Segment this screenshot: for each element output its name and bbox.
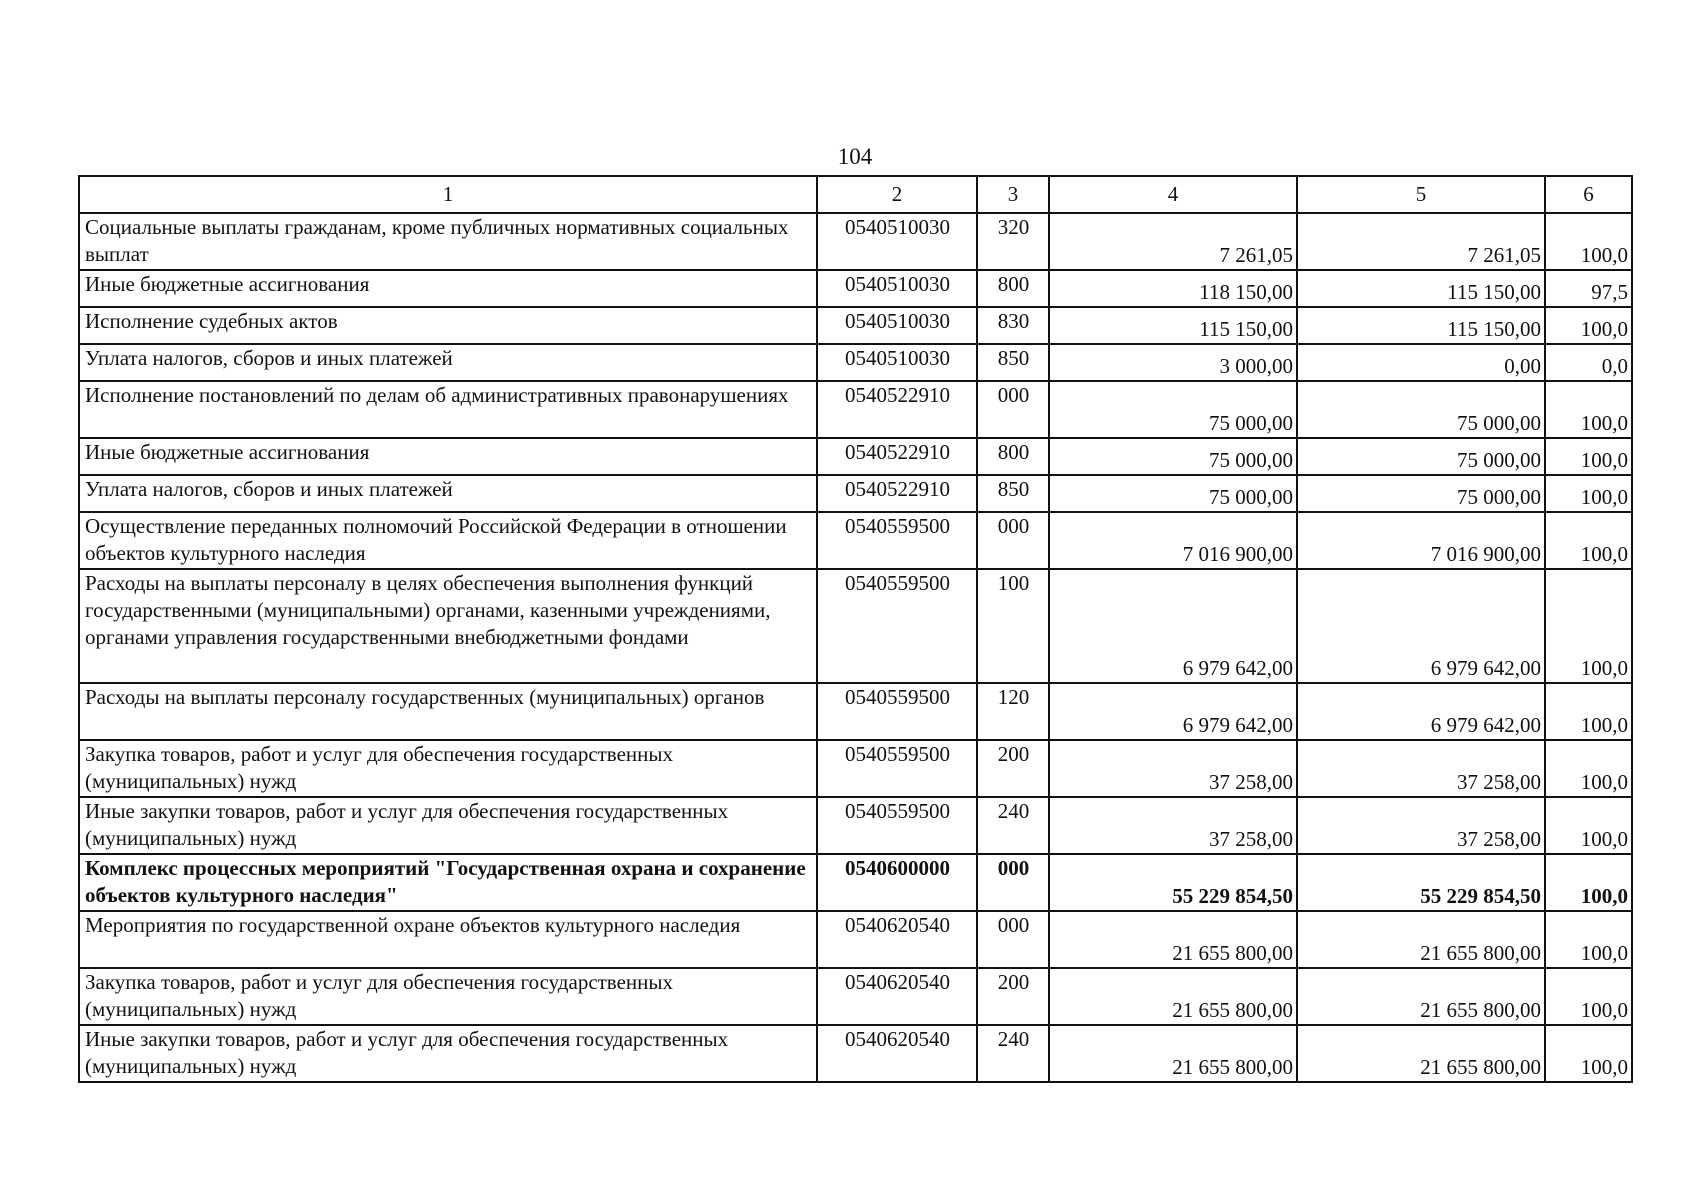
percent-cell: 100,0 <box>1545 438 1632 475</box>
percent-cell: 100,0 <box>1545 854 1632 911</box>
actual-amount-cell: 6 979 642,00 <box>1297 683 1545 740</box>
target-code-cell: 0540510030 <box>817 344 977 381</box>
actual-amount-cell: 21 655 800,00 <box>1297 911 1545 968</box>
target-code-cell: 0540510030 <box>817 213 977 270</box>
expense-type-cell: 850 <box>977 475 1049 512</box>
row-name-cell: Иные закупки товаров, работ и услуг для обеспечения государственных (муниципальных) нужд <box>79 797 817 854</box>
table-row <box>79 683 1632 740</box>
table-row <box>79 797 1632 854</box>
expense-type-cell: 240 <box>977 797 1049 854</box>
target-code-cell: 0540620540 <box>817 1025 977 1082</box>
column-header: 2 <box>817 176 977 213</box>
target-code-cell: 0540620540 <box>817 968 977 1025</box>
percent-cell: 100,0 <box>1545 797 1632 854</box>
expense-type-cell: 200 <box>977 740 1049 797</box>
row-name-cell: Мероприятия по государственной охране объектов культурного наследия <box>79 911 817 968</box>
actual-amount-cell: 37 258,00 <box>1297 797 1545 854</box>
planned-amount-cell: 21 655 800,00 <box>1049 911 1297 968</box>
page-number: 104 <box>837 144 873 169</box>
percent-cell: 100,0 <box>1545 740 1632 797</box>
expense-type-cell: 320 <box>977 213 1049 270</box>
target-code-cell: 0540559500 <box>817 512 977 569</box>
planned-amount-cell: 6 979 642,00 <box>1049 569 1297 683</box>
expense-type-cell: 000 <box>977 381 1049 438</box>
planned-amount-cell: 3 000,00 <box>1049 344 1297 381</box>
row-name-cell: Расходы на выплаты персоналу государственных (муниципальных) органов <box>79 683 817 740</box>
planned-amount-cell: 118 150,00 <box>1049 270 1297 307</box>
percent-cell: 100,0 <box>1545 911 1632 968</box>
expense-type-cell: 000 <box>977 512 1049 569</box>
expense-type-cell: 850 <box>977 344 1049 381</box>
expense-type-cell: 120 <box>977 683 1049 740</box>
expense-type-cell: 200 <box>977 968 1049 1025</box>
column-header: 3 <box>977 176 1049 213</box>
target-code-cell: 0540559500 <box>817 740 977 797</box>
planned-amount-cell: 37 258,00 <box>1049 797 1297 854</box>
column-header: 4 <box>1049 176 1297 213</box>
actual-amount-cell: 75 000,00 <box>1297 438 1545 475</box>
table-row <box>79 438 1632 475</box>
percent-cell: 97,5 <box>1545 270 1632 307</box>
actual-amount-cell: 0,00 <box>1297 344 1545 381</box>
row-name-cell: Иные бюджетные ассигнования <box>79 438 817 475</box>
row-name-cell: Уплата налогов, сборов и иных платежей <box>79 475 817 512</box>
column-header: 6 <box>1545 176 1632 213</box>
planned-amount-cell: 7 261,05 <box>1049 213 1297 270</box>
target-code-cell: 0540559500 <box>817 569 977 683</box>
table-row <box>79 854 1632 911</box>
table-row <box>79 213 1632 270</box>
table-row <box>79 475 1632 512</box>
actual-amount-cell: 115 150,00 <box>1297 307 1545 344</box>
planned-amount-cell: 21 655 800,00 <box>1049 968 1297 1025</box>
actual-amount-cell: 7 016 900,00 <box>1297 512 1545 569</box>
target-code-cell: 0540620540 <box>817 911 977 968</box>
table-row <box>79 344 1632 381</box>
actual-amount-cell: 75 000,00 <box>1297 381 1545 438</box>
table-row <box>79 968 1632 1025</box>
row-name-cell: Исполнение судебных актов <box>79 307 817 344</box>
expense-type-cell: 800 <box>977 270 1049 307</box>
target-code-cell: 0540510030 <box>817 270 977 307</box>
actual-amount-cell: 37 258,00 <box>1297 740 1545 797</box>
target-code-cell: 0540600000 <box>817 854 977 911</box>
percent-cell: 100,0 <box>1545 1025 1632 1082</box>
table-row <box>79 270 1632 307</box>
row-name-cell: Исполнение постановлений по делам об административных правонарушениях <box>79 381 817 438</box>
planned-amount-cell: 37 258,00 <box>1049 740 1297 797</box>
row-name-cell: Уплата налогов, сборов и иных платежей <box>79 344 817 381</box>
column-number-row <box>79 176 1632 213</box>
budget-table <box>78 175 1633 1083</box>
target-code-cell: 0540559500 <box>817 797 977 854</box>
target-code-cell: 0540522910 <box>817 475 977 512</box>
planned-amount-cell: 75 000,00 <box>1049 475 1297 512</box>
row-name-cell: Социальные выплаты гражданам, кроме публичных нормативных социальных выплат <box>79 213 817 270</box>
table-row <box>79 1025 1632 1082</box>
target-code-cell: 0540559500 <box>817 683 977 740</box>
planned-amount-cell: 75 000,00 <box>1049 381 1297 438</box>
table-row <box>79 569 1632 683</box>
planned-amount-cell: 55 229 854,50 <box>1049 854 1297 911</box>
percent-cell: 100,0 <box>1545 475 1632 512</box>
expense-type-cell: 000 <box>977 911 1049 968</box>
actual-amount-cell: 7 261,05 <box>1297 213 1545 270</box>
row-name-cell: Расходы на выплаты персоналу в целях обеспечения выполнения функций государственными (муниципальными) органами, казенными учреждениями, органами управления государственными внебюджетными фондами <box>79 569 817 683</box>
column-header: 5 <box>1297 176 1545 213</box>
planned-amount-cell: 75 000,00 <box>1049 438 1297 475</box>
expense-type-cell: 240 <box>977 1025 1049 1082</box>
planned-amount-cell: 115 150,00 <box>1049 307 1297 344</box>
actual-amount-cell: 6 979 642,00 <box>1297 569 1545 683</box>
row-name-cell: Осуществление переданных полномочий Российской Федерации в отношении объектов культурного наследия <box>79 512 817 569</box>
percent-cell: 100,0 <box>1545 512 1632 569</box>
planned-amount-cell: 7 016 900,00 <box>1049 512 1297 569</box>
planned-amount-cell: 21 655 800,00 <box>1049 1025 1297 1082</box>
row-name-cell: Закупка товаров, работ и услуг для обеспечения государственных (муниципальных) нужд <box>79 968 817 1025</box>
expense-type-cell: 830 <box>977 307 1049 344</box>
row-name-cell: Закупка товаров, работ и услуг для обеспечения государственных (муниципальных) нужд <box>79 740 817 797</box>
table-row <box>79 740 1632 797</box>
expense-type-cell: 100 <box>977 569 1049 683</box>
column-header: 1 <box>79 176 817 213</box>
percent-cell: 100,0 <box>1545 307 1632 344</box>
percent-cell: 0,0 <box>1545 344 1632 381</box>
percent-cell: 100,0 <box>1545 213 1632 270</box>
table-row <box>79 911 1632 968</box>
target-code-cell: 0540510030 <box>817 307 977 344</box>
percent-cell: 100,0 <box>1545 683 1632 740</box>
table-row <box>79 512 1632 569</box>
actual-amount-cell: 21 655 800,00 <box>1297 968 1545 1025</box>
percent-cell: 100,0 <box>1545 381 1632 438</box>
expense-type-cell: 000 <box>977 854 1049 911</box>
row-name-cell: Иные закупки товаров, работ и услуг для обеспечения государственных (муниципальных) нужд <box>79 1025 817 1082</box>
percent-cell: 100,0 <box>1545 569 1632 683</box>
planned-amount-cell: 6 979 642,00 <box>1049 683 1297 740</box>
table-row <box>79 381 1632 438</box>
row-name-cell: Комплекс процессных мероприятий "Государственная охрана и сохранение объектов культурного наследия" <box>79 854 817 911</box>
target-code-cell: 0540522910 <box>817 381 977 438</box>
actual-amount-cell: 75 000,00 <box>1297 475 1545 512</box>
target-code-cell: 0540522910 <box>817 438 977 475</box>
actual-amount-cell: 21 655 800,00 <box>1297 1025 1545 1082</box>
table-row <box>79 307 1632 344</box>
expense-type-cell: 800 <box>977 438 1049 475</box>
actual-amount-cell: 115 150,00 <box>1297 270 1545 307</box>
row-name-cell: Иные бюджетные ассигнования <box>79 270 817 307</box>
percent-cell: 100,0 <box>1545 968 1632 1025</box>
actual-amount-cell: 55 229 854,50 <box>1297 854 1545 911</box>
